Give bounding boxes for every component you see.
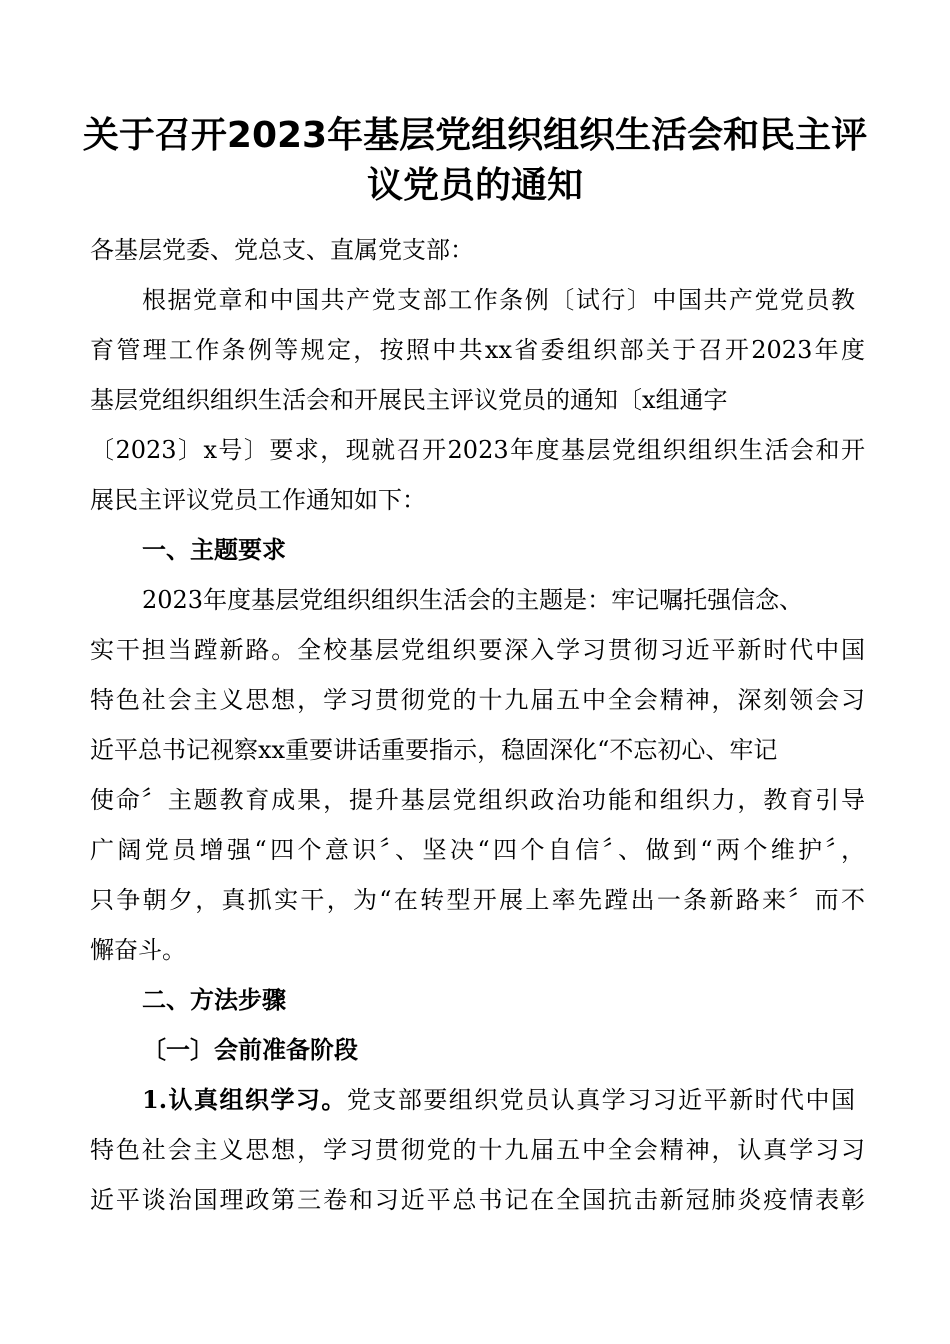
subsection-heading: 〔一〕会前准备阶段 [142,1036,358,1064]
document-title-line2: 议党员的通知 [366,165,583,206]
paragraph-line: 只争朝夕，真抓实干，为“在转型开展上率先蹚出一条新路来〞而不 [90,886,865,914]
paragraph-line: 特色社会主义思想，学习贯彻党的十九届五中全会精神，认真学习习 [90,1136,865,1164]
paragraph-line: 根据党章和中国共产党支部工作条例〔试行〕中国共产党党员教 [142,286,855,314]
section-heading: 一、主题要求 [142,536,286,564]
paragraph-line: 懈奋斗。 [90,936,186,964]
paragraph-line [142,1084,855,1116]
item-text: 党支部要组织党员认真学习习近平新时代中国 [346,1086,855,1114]
paragraph-line: 实干担当蹚新路。全校基层党组织要深入学习贯彻习近平新时代中国 [90,636,865,664]
paragraph-line: 特色社会主义思想，学习贯彻党的十九届五中全会精神，深刻领会习 [90,686,865,714]
paragraph-line: 2023年度基层党组织组织生活会的主题是：牢记嘱托强信念、 [142,586,804,614]
paragraph-line: 近平谈治国理政第三卷和习近平总书记在全国抗击新冠肺炎疫情表彰 [90,1186,865,1214]
paragraph-line: 广阔党员增强“四个意识〞、坚决“四个自信〞、做到“两个维护〞， [90,836,865,864]
paragraph-line: 〔2023〕x号〕要求，现就召开2023年度基层党组织组织生活会和开 [90,436,865,464]
paragraph-line: 使命〞主题教育成果，提升基层党组织政治功能和组织力，教育引导 [90,786,865,814]
paragraph-line: 育管理工作条例等规定，按照中共xx省委组织部关于召开2023年度 [90,336,865,364]
paragraph-line: 展民主评议党员工作通知如下： [90,486,426,514]
paragraph-line: 基层党组织组织生活会和开展民主评议党员的通知〔x组通字 [90,386,728,414]
document-title-line1: 关于召开2023年基层党组织组织生活会和民主评 [82,115,868,156]
section-heading: 二、方法步骤 [142,986,286,1014]
item-label: 1.认真组织学习。 [142,1085,347,1114]
salutation: 各基层党委、党总支、直属党支部： [90,236,474,264]
paragraph-line: 近平总书记视察xx重要讲话重要指示，稳固深化“不忘初心、牢记 [90,736,778,764]
